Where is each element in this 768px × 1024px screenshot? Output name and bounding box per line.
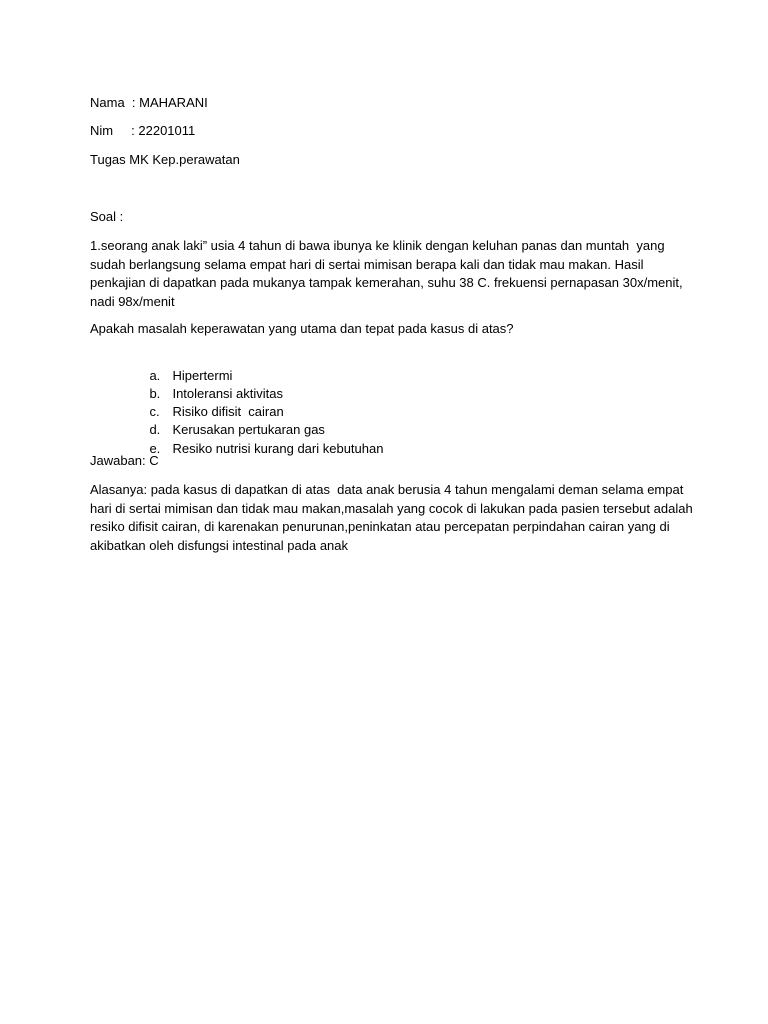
option-text: Intoleransi aktivitas: [172, 386, 284, 401]
option-text: Kerusakan pertukaran gas: [172, 422, 325, 437]
question-text: [90, 237, 683, 311]
option-text: Hipertermi: [172, 368, 233, 383]
option-text: Risiko difisit cairan: [172, 404, 284, 419]
student-name-line: Nama : MAHARANI: [90, 95, 208, 110]
question-text-line: 1.seorang anak laki” usia 4 tahun di bawa ibunya ke klinik dengan keluhan panas dan muntah yang: [90, 238, 665, 253]
reason-text-line: Alasanya: pada kasus di dapatkan di atas data anak berusia 4 tahun mengalami deman selama empat: [90, 482, 684, 497]
option-text: Resiko nutrisi kurang dari kebutuhan: [172, 441, 384, 456]
task-title-line: Tugas MK Kep.perawatan: [90, 152, 240, 167]
question-prompt: Apakah masalah keperawatan yang utama dan tepat pada kasus di atas?: [90, 321, 514, 336]
question-text-line: sudah berlangsung selama empat hari di sertai mimisan berapa kali dan tidak mau makan. Hasil: [90, 256, 644, 272]
option-item-e: [135, 422, 383, 476]
answer-line: Jawaban: C: [90, 453, 159, 468]
option-marker: b.: [149, 386, 161, 401]
option-marker: e.: [149, 441, 161, 456]
reason-text-line: hari di sertai mimisan dan tidak mau makan,masalah yang cocok di lakukan pada pasien tersebut adalah: [90, 500, 693, 516]
reason-text-line: resiko difisit cairan, di karenakan penurunan,peninkatan atau percepatan perpindahan cairan yang di: [90, 519, 670, 534]
question-text-line: nadi 98x/menit: [90, 293, 175, 309]
question-text-line: penkajian di dapatkan pada mukanya tampak kemerahan, suhu 38 C. frekuensi pernapasan 30x/menit,: [90, 275, 683, 290]
reason-text-line: akibatkan oleh disfungsi intestinal pada anak: [90, 537, 349, 553]
student-nim-line: Nim : 22201011: [90, 123, 196, 138]
question-label: Soal :: [90, 209, 124, 224]
reason-text: [90, 481, 693, 555]
option-marker: a.: [149, 368, 161, 383]
option-marker: c.: [149, 404, 160, 419]
option-marker: d.: [149, 422, 161, 437]
